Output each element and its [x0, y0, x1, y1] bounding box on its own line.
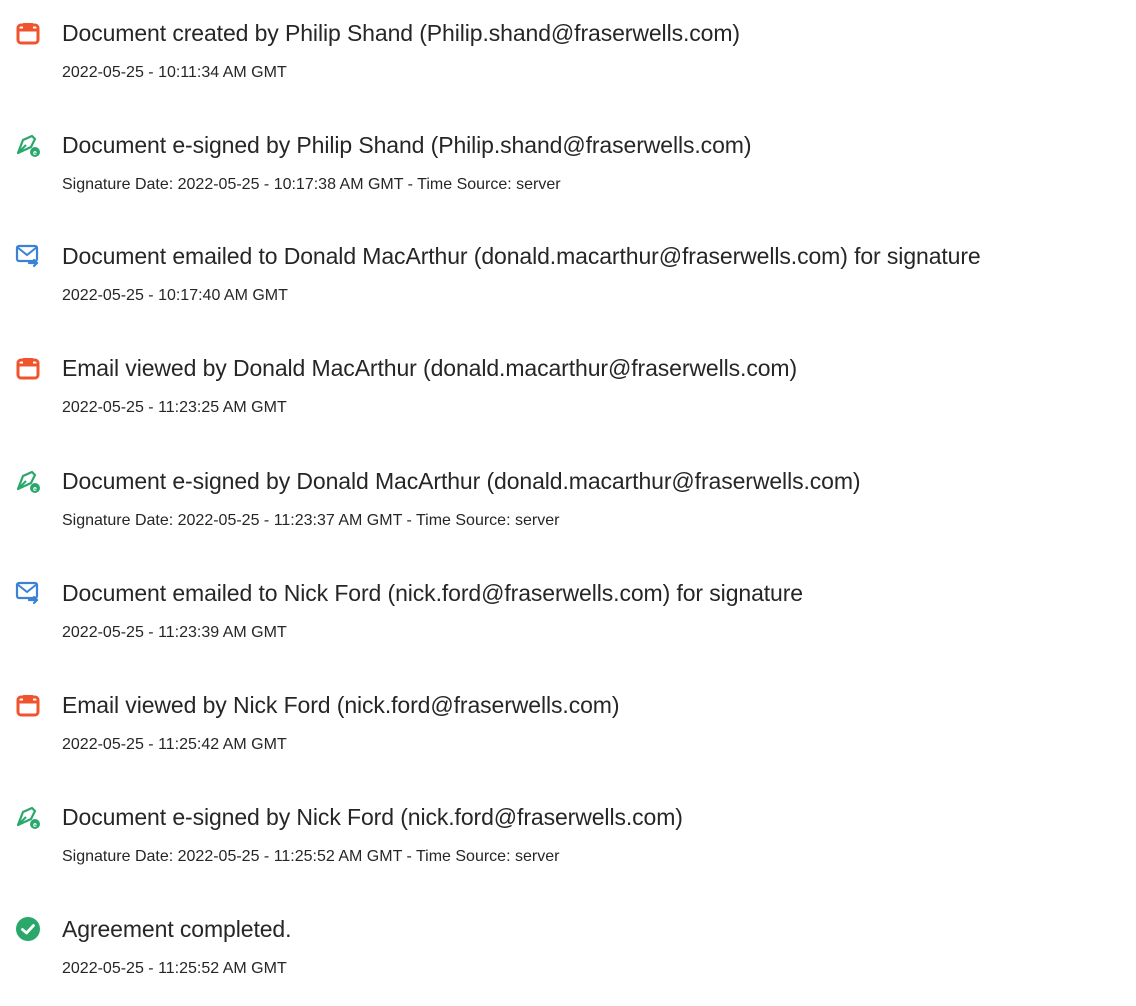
event-timestamp: 2022-05-25 - 11:25:42 AM GMT [62, 736, 287, 753]
event-signature-date: Signature Date: 2022-05-25 - 11:23:37 AM GMT - Time Source: server [62, 512, 560, 529]
document-icon [15, 692, 41, 718]
event-timestamp: 2022-05-25 - 10:17:40 AM GMT [62, 287, 288, 304]
event-signature-date: Signature Date: 2022-05-25 - 10:17:38 AM GMT - Time Source: server [62, 176, 561, 193]
event-title: Email viewed by Donald MacArthur (donald.macarthur@fraserwells.com) [62, 355, 798, 381]
esign-pen-icon [15, 132, 41, 158]
event-timestamp: 2022-05-25 - 11:25:52 AM GMT [62, 960, 287, 977]
history-event [0, 132, 1136, 222]
history-event [0, 243, 1136, 333]
document-icon [15, 20, 41, 46]
history-event [0, 916, 1136, 1006]
event-title: Document created by Philip Shand (Philip.shand@fraserwells.com) [62, 20, 740, 46]
event-title: Document emailed to Donald MacArthur (donald.macarthur@fraserwells.com) for signature [62, 243, 981, 269]
history-event [0, 580, 1136, 670]
svg-text:e: e [33, 822, 37, 829]
svg-text:e: e [33, 486, 37, 493]
esign-pen-icon [15, 468, 41, 494]
document-icon [15, 355, 41, 381]
event-signature-date: Signature Date: 2022-05-25 - 11:25:52 AM GMT - Time Source: server [62, 848, 560, 865]
history-event [0, 468, 1136, 558]
event-title: Document e-signed by Nick Ford (nick.ford@fraserwells.com) [62, 804, 683, 830]
event-title: Document e-signed by Donald MacArthur (donald.macarthur@fraserwells.com) [62, 468, 861, 494]
event-title: Document emailed to Nick Ford (nick.ford@fraserwells.com) for signature [62, 580, 803, 606]
esign-pen-icon [15, 804, 41, 830]
email-send-icon [15, 580, 41, 606]
check-circle-icon [15, 916, 41, 942]
event-title: Document e-signed by Philip Shand (Philip.shand@fraserwells.com) [62, 132, 752, 158]
event-title: Email viewed by Nick Ford (nick.ford@fraserwells.com) [62, 692, 620, 718]
history-event [0, 20, 1136, 110]
event-title: Agreement completed. [62, 916, 292, 942]
event-timestamp: 2022-05-25 - 11:23:39 AM GMT [62, 624, 287, 641]
history-event [0, 804, 1136, 894]
event-timestamp: 2022-05-25 - 11:23:25 AM GMT [62, 399, 287, 416]
history-event [0, 692, 1136, 782]
event-timestamp: 2022-05-25 - 10:11:34 AM GMT [62, 64, 287, 81]
svg-text:e: e [33, 150, 37, 157]
email-send-icon [15, 243, 41, 269]
history-event [0, 355, 1136, 445]
